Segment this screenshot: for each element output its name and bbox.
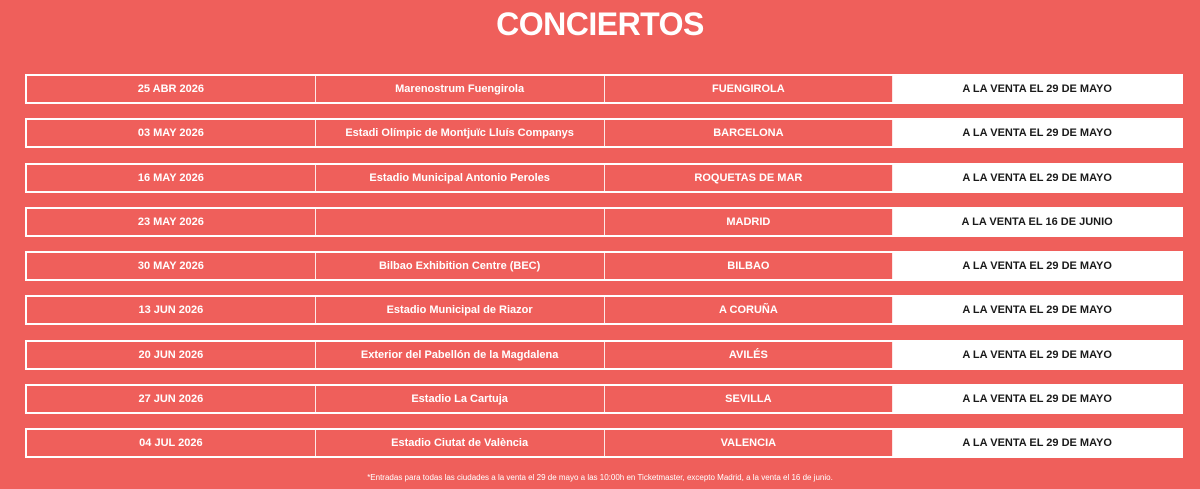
ticket-sale-link[interactable]: A LA VENTA EL 29 DE MAYO — [893, 120, 1181, 146]
concert-city: MADRID — [605, 209, 894, 235]
concert-city: BILBAO — [605, 253, 894, 279]
concert-list — [25, 74, 1183, 473]
concert-venue: Marenostrum Fuengirola — [316, 76, 605, 102]
concert-date: 16 MAY 2026 — [27, 165, 316, 191]
ticket-sale-link[interactable]: A LA VENTA EL 29 DE MAYO — [893, 297, 1181, 323]
ticket-sale-link[interactable]: A LA VENTA EL 29 DE MAYO — [893, 253, 1181, 279]
concert-row — [25, 340, 1183, 370]
ticket-sale-link[interactable]: A LA VENTA EL 29 DE MAYO — [893, 342, 1181, 368]
concert-date: 13 JUN 2026 — [27, 297, 316, 323]
concert-row — [25, 295, 1183, 325]
concert-city: ROQUETAS DE MAR — [605, 165, 894, 191]
concert-city: VALENCIA — [605, 430, 894, 456]
ticket-sale-link[interactable]: A LA VENTA EL 29 DE MAYO — [893, 76, 1181, 102]
concert-date: 04 JUL 2026 — [27, 430, 316, 456]
ticket-sale-link[interactable]: A LA VENTA EL 29 DE MAYO — [893, 386, 1181, 412]
concert-venue — [316, 209, 605, 235]
concert-row — [25, 384, 1183, 414]
concert-row — [25, 118, 1183, 148]
concert-venue: Estadio Municipal de Riazor — [316, 297, 605, 323]
concert-city: A CORUÑA — [605, 297, 894, 323]
concert-row — [25, 207, 1183, 237]
concert-venue: Estadi Olímpic de Montjuïc Lluís Companys — [316, 120, 605, 146]
concert-row — [25, 74, 1183, 104]
concert-row — [25, 163, 1183, 193]
concert-venue: Bilbao Exhibition Centre (BEC) — [316, 253, 605, 279]
ticket-sale-link[interactable]: A LA VENTA EL 29 DE MAYO — [893, 165, 1181, 191]
concert-city: SEVILLA — [605, 386, 894, 412]
concert-date: 27 JUN 2026 — [27, 386, 316, 412]
concert-row — [25, 428, 1183, 458]
concert-city: AVILÉS — [605, 342, 894, 368]
concert-venue: Estadio Municipal Antonio Peroles — [316, 165, 605, 191]
concert-city: BARCELONA — [605, 120, 894, 146]
concert-date: 23 MAY 2026 — [27, 209, 316, 235]
ticket-sale-link[interactable]: A LA VENTA EL 29 DE MAYO — [893, 430, 1181, 456]
concert-venue: Exterior del Pabellón de la Magdalena — [316, 342, 605, 368]
concert-date: 25 ABR 2026 — [27, 76, 316, 102]
concert-city: FUENGIROLA — [605, 76, 894, 102]
concert-date: 20 JUN 2026 — [27, 342, 316, 368]
concert-date: 03 MAY 2026 — [27, 120, 316, 146]
ticket-sale-link[interactable]: A LA VENTA EL 16 DE JUNIO — [893, 209, 1181, 235]
concert-venue: Estadio La Cartuja — [316, 386, 605, 412]
footnote: *Entradas para todas las ciudades a la venta el 29 de mayo a las 10:00h en Ticketmaster, excepto Madrid, a la venta el 16 de junio. — [367, 473, 833, 482]
concert-venue: Estadio Ciutat de València — [316, 430, 605, 456]
page-title: CONCIERTOS — [496, 6, 704, 42]
concert-row — [25, 251, 1183, 281]
concert-date: 30 MAY 2026 — [27, 253, 316, 279]
